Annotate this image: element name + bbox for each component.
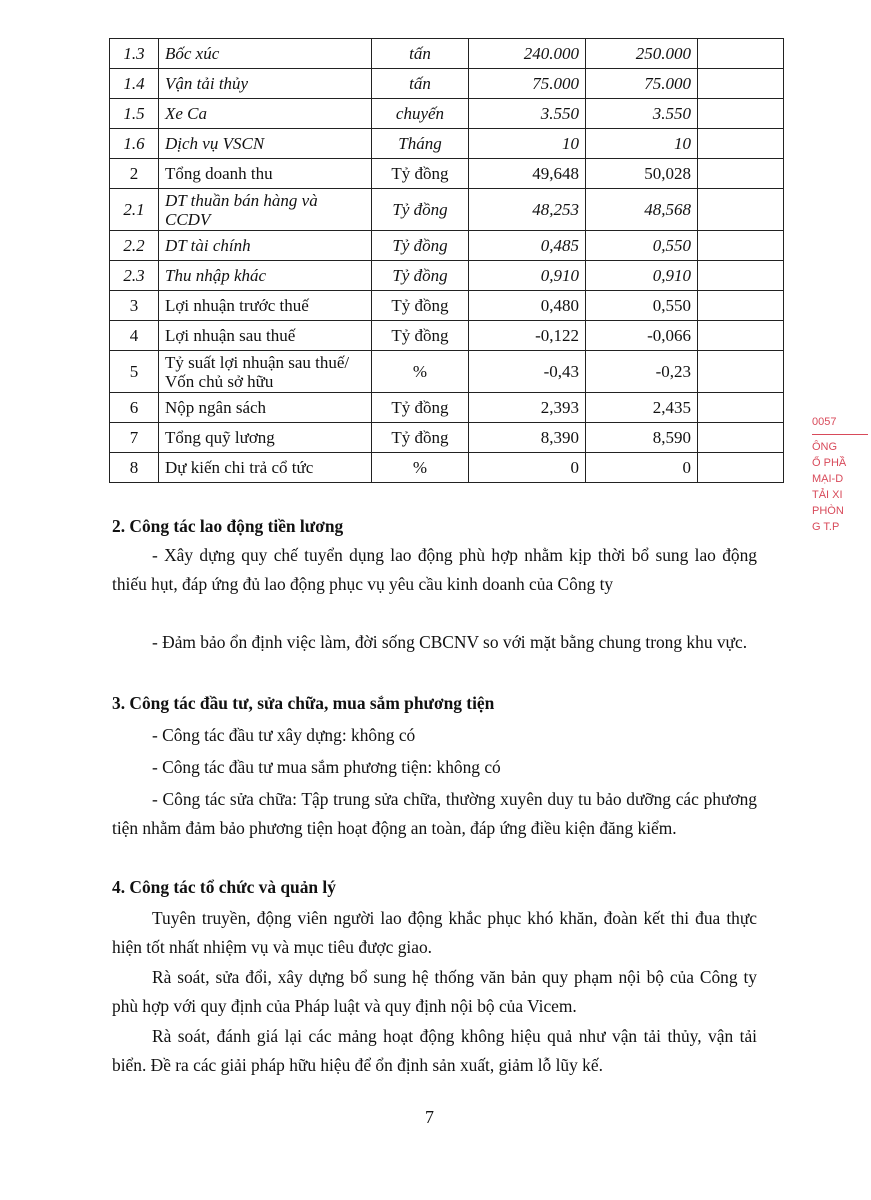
- value-1-cell: 2,393: [469, 393, 586, 423]
- table-row: [110, 261, 784, 291]
- value-1-cell: 240.000: [469, 39, 586, 69]
- stamp-line: ÔNG: [812, 441, 838, 453]
- section-4-paragraph-1: Tuyên truyền, động viên người lao động khắc phục khó khăn, đoàn kết thi đua thực hiện tốt nhất nhiệm vụ và mục tiêu được giao.: [112, 908, 757, 957]
- value-1-cell: 0,485: [469, 231, 586, 261]
- indicator-cell: Dự kiến chi trả cổ tức: [159, 453, 372, 483]
- table-row: [110, 189, 784, 231]
- blank-cell: [698, 99, 784, 129]
- value-1-cell: 3.550: [469, 99, 586, 129]
- value-2-cell: 2,435: [586, 393, 698, 423]
- value-2-cell: 75.000: [586, 69, 698, 99]
- unit-cell: Tháng: [372, 129, 469, 159]
- section-3-paragraph-1: - Công tác đầu tư xây dựng: không có: [152, 725, 416, 745]
- unit-cell: chuyến: [372, 99, 469, 129]
- unit-cell: Tỷ đồng: [372, 393, 469, 423]
- blank-cell: [698, 423, 784, 453]
- blank-cell: [698, 189, 784, 231]
- indicator-cell: Tổng quỹ lương: [159, 423, 372, 453]
- section-3-heading: 3. Công tác đầu tư, sửa chữa, mua sắm phương tiện: [112, 693, 495, 713]
- table-row: [110, 453, 784, 483]
- row-number-cell: 2.3: [110, 261, 159, 291]
- blank-cell: [698, 69, 784, 99]
- section-4-paragraph-2: Rà soát, sửa đổi, xây dựng bổ sung hệ thống văn bản quy phạm nội bộ của Công ty phù hợp với quy định của Pháp luật và quy định nội bộ của Vicem.: [112, 967, 757, 1016]
- row-number-cell: 7: [110, 423, 159, 453]
- value-2-cell: 0,550: [586, 291, 698, 321]
- row-number-cell: 2.1: [110, 189, 159, 231]
- stamp-line: Ổ PHẦ: [812, 457, 847, 469]
- row-number-cell: 1.3: [110, 39, 159, 69]
- unit-cell: Tỷ đồng: [372, 159, 469, 189]
- indicator-cell: Vận tải thủy: [159, 69, 372, 99]
- row-number-cell: 1.4: [110, 69, 159, 99]
- table-row: [110, 291, 784, 321]
- stamp-line: G T.P: [812, 521, 840, 533]
- report-table-body: [110, 39, 784, 483]
- value-2-cell: 3.550: [586, 99, 698, 129]
- table-row: [110, 231, 784, 261]
- table-row: [110, 351, 784, 393]
- table-row: [110, 321, 784, 351]
- indicator-cell: Bốc xúc: [159, 39, 372, 69]
- unit-cell: %: [372, 351, 469, 393]
- value-2-cell: 10: [586, 129, 698, 159]
- table-row: [110, 39, 784, 69]
- unit-cell: Tỷ đồng: [372, 321, 469, 351]
- red-stamp: [812, 414, 871, 574]
- row-number-cell: 8: [110, 453, 159, 483]
- unit-cell: tấn: [372, 69, 469, 99]
- value-2-cell: 250.000: [586, 39, 698, 69]
- value-1-cell: 48,253: [469, 189, 586, 231]
- row-number-cell: 2: [110, 159, 159, 189]
- table-row: [110, 159, 784, 189]
- section-2-heading: 2. Công tác lao động tiền lương: [112, 516, 344, 536]
- unit-cell: tấn: [372, 39, 469, 69]
- stamp-line: TẢI XI: [812, 489, 843, 501]
- value-1-cell: 49,648: [469, 159, 586, 189]
- indicator-cell: Nộp ngân sách: [159, 393, 372, 423]
- value-1-cell: -0,43: [469, 351, 586, 393]
- stamp-line: 0057: [812, 416, 837, 428]
- row-number-cell: 2.2: [110, 231, 159, 261]
- value-2-cell: 0,910: [586, 261, 698, 291]
- page-number: 7: [425, 1107, 434, 1127]
- table-row: [110, 129, 784, 159]
- row-number-cell: 4: [110, 321, 159, 351]
- unit-cell: %: [372, 453, 469, 483]
- unit-cell: Tỷ đồng: [372, 189, 469, 231]
- row-number-cell: 1.6: [110, 129, 159, 159]
- indicator-cell: Xe Ca: [159, 99, 372, 129]
- blank-cell: [698, 321, 784, 351]
- section-4-heading: 4. Công tác tổ chức và quản lý: [112, 877, 336, 897]
- value-2-cell: 50,028: [586, 159, 698, 189]
- value-2-cell: 0,550: [586, 231, 698, 261]
- blank-cell: [698, 291, 784, 321]
- value-1-cell: 8,390: [469, 423, 586, 453]
- section-3-paragraph-2: - Công tác đầu tư mua sắm phương tiện: không có: [152, 757, 501, 777]
- section-4-paragraph-3: Rà soát, đánh giá lại các mảng hoạt động không hiệu quả như vận tải thủy, vận tải biển. Đề ra các giải pháp hữu hiệu để ổn định sản xuất, giảm lỗ lũy kế.: [112, 1026, 757, 1075]
- indicator-cell: Lợi nhuận trước thuế: [159, 291, 372, 321]
- value-2-cell: -0,066: [586, 321, 698, 351]
- blank-cell: [698, 231, 784, 261]
- value-1-cell: 0,910: [469, 261, 586, 291]
- indicator-cell: Lợi nhuận sau thuế: [159, 321, 372, 351]
- stamp-line: PHÒN: [812, 505, 844, 517]
- blank-cell: [698, 453, 784, 483]
- row-number-cell: 6: [110, 393, 159, 423]
- value-1-cell: 0,480: [469, 291, 586, 321]
- section-3-paragraph-3: - Công tác sửa chữa: Tập trung sửa chữa, thường xuyên duy tu bảo dưỡng các phương tiện nhằm đảm bảo phương tiện hoạt động an toàn, đáp ứng điều kiện đăng kiểm.: [112, 789, 757, 838]
- table-row: [110, 99, 784, 129]
- unit-cell: Tỷ đồng: [372, 231, 469, 261]
- value-2-cell: 8,590: [586, 423, 698, 453]
- blank-cell: [698, 129, 784, 159]
- report-table: [109, 38, 784, 483]
- value-1-cell: -0,122: [469, 321, 586, 351]
- unit-cell: Tỷ đồng: [372, 423, 469, 453]
- table-row: [110, 69, 784, 99]
- blank-cell: [698, 261, 784, 291]
- value-2-cell: 0: [586, 453, 698, 483]
- indicator-cell: Dịch vụ VSCN: [159, 129, 372, 159]
- value-1-cell: 75.000: [469, 69, 586, 99]
- section-2-paragraph-1: - Xây dựng quy chế tuyển dụng lao động phù hợp nhằm kịp thời bổ sung lao động thiếu hụt, đáp ứng đủ lao động phục vụ yêu cầu kinh doanh của Công ty: [112, 545, 757, 594]
- value-1-cell: 0: [469, 453, 586, 483]
- indicator-cell: Thu nhập khác: [159, 261, 372, 291]
- value-1-cell: 10: [469, 129, 586, 159]
- indicator-cell: DT thuần bán hàng và CCDV: [159, 189, 372, 231]
- blank-cell: [698, 159, 784, 189]
- row-number-cell: 1.5: [110, 99, 159, 129]
- value-2-cell: 48,568: [586, 189, 698, 231]
- row-number-cell: 3: [110, 291, 159, 321]
- blank-cell: [698, 39, 784, 69]
- table-row: [110, 423, 784, 453]
- blank-cell: [698, 351, 784, 393]
- table-row: [110, 393, 784, 423]
- stamp-rule: [812, 434, 868, 435]
- value-2-cell: -0,23: [586, 351, 698, 393]
- stamp-line: MẠI-D: [812, 473, 844, 485]
- row-number-cell: 5: [110, 351, 159, 393]
- unit-cell: Tỷ đồng: [372, 291, 469, 321]
- section-2-paragraph-2: - Đảm bảo ổn định việc làm, đời sống CBCNV so với mặt bằng chung trong khu vực.: [152, 632, 748, 652]
- blank-cell: [698, 393, 784, 423]
- indicator-cell: Tỷ suất lợi nhuận sau thuế/ Vốn chủ sở hữu: [159, 351, 372, 393]
- indicator-cell: DT tài chính: [159, 231, 372, 261]
- indicator-cell: Tổng doanh thu: [159, 159, 372, 189]
- unit-cell: Tỷ đồng: [372, 261, 469, 291]
